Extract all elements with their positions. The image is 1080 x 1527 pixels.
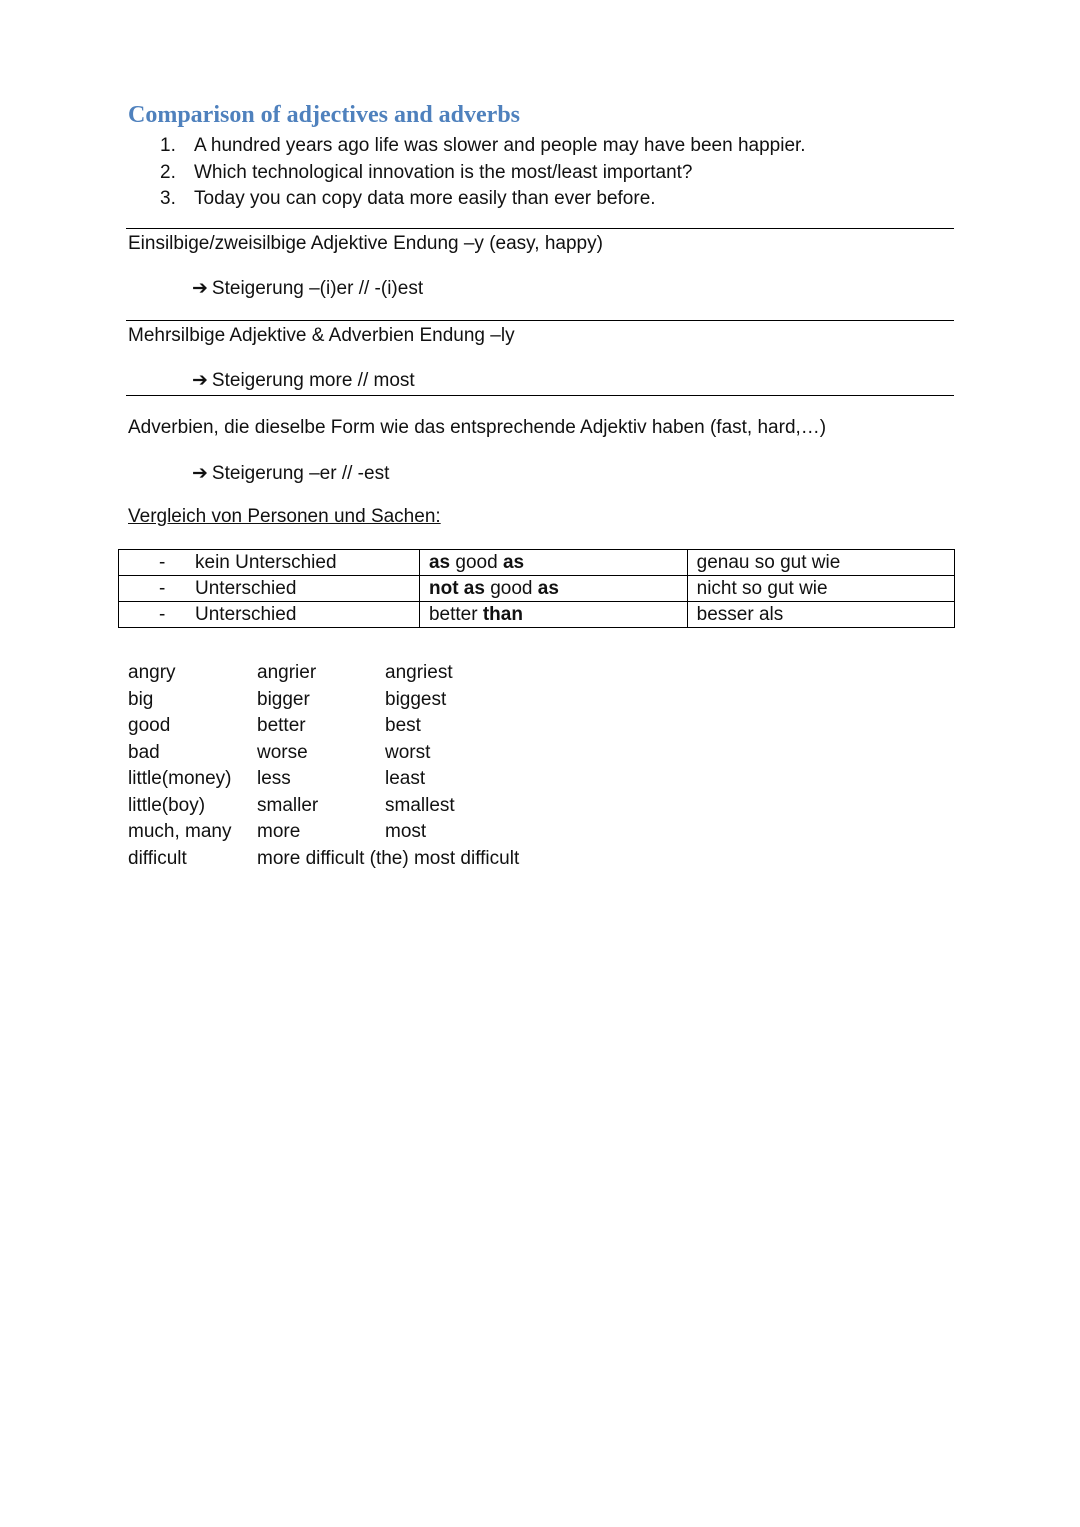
rule-heading-irregular-adverbs: Adverbien, die dieselbe Form wie das entsprechende Adjektiv haben (fast, hard,…) [128,417,827,438]
english-bold-part: not as [428,577,485,599]
rule-result-short-adjectives [192,277,423,300]
table-cell-english [419,576,687,602]
label-text: Unterschied [195,577,297,599]
english-plain-part: better [428,603,483,625]
comparative-form: better [257,715,306,736]
table-row [119,602,955,628]
example-sentences-list [160,133,806,213]
table-cell-english [419,550,687,576]
divider-line [126,395,954,396]
label-text: Unterschied [195,603,297,625]
superlative-form: worst [385,741,431,763]
superlative-form: best [385,715,421,736]
dash-bullet: - [159,551,166,573]
divider-line [126,320,954,321]
comparison-heading: Vergleich von Personen und Sachen: [128,506,441,527]
english-bold-part: as [502,551,525,573]
comparison-table [118,549,955,628]
comparative-form: bigger [257,688,310,710]
list-item [128,846,519,873]
list-number: 1. [160,135,176,156]
superlative-form: smallest [385,794,455,816]
arrow-right-icon: ➔ [192,370,208,391]
example-sentence [160,186,806,213]
rule-result-text: Steigerung –(i)er // -(i)est [211,278,424,299]
english-bold-part: as [537,577,559,599]
table-row [119,550,955,576]
comparative-form: less [257,768,291,789]
superlative-form: most [385,821,427,842]
arrow-right-icon: ➔ [192,278,208,299]
base-form: much, many [128,821,232,842]
list-item [128,660,519,687]
superlative-form: least [385,768,426,789]
dash-bullet: - [159,603,166,625]
rule-result-long-adjectives [192,369,415,392]
base-form: difficult [128,847,187,869]
comparative-form: more difficult (the) most difficult [257,847,520,869]
label-text: kein Unterschied [195,551,337,573]
example-text: A hundred years ago life was slower and people may have been happier. [194,135,806,156]
base-form: little(money) [128,768,232,789]
rule-heading-short-adjectives: Einsilbige/zweisilbige Adjektive Endung –y (easy, happy) [128,233,603,254]
rule-result-text: Steigerung –er // -est [211,463,390,484]
table-cell-german: besser als [687,602,954,628]
divider-line [126,228,954,229]
list-number: 2. [160,161,176,183]
table-cell-english [419,602,687,628]
adjective-forms-list [128,660,519,872]
base-form: good [128,715,171,736]
table-cell-label [119,550,420,576]
example-sentence [160,133,806,160]
base-form: big [128,688,154,710]
comparative-form: angrier [257,662,317,683]
table-cell-label [119,576,420,602]
example-sentence [160,160,806,187]
table-cell-german: nicht so gut wie [687,576,954,602]
example-text: Today you can copy data more easily than ever before. [194,188,656,209]
list-item [128,819,519,846]
base-form: bad [128,741,160,763]
page-title: Comparison of adjectives and adverbs [128,102,521,128]
superlative-form: angriest [385,662,453,683]
comparative-form: worse [257,741,308,763]
list-item [128,740,519,767]
example-text: Which technological innovation is the most/least important? [194,161,693,183]
table-cell-label [119,602,420,628]
comparative-form: smaller [257,794,319,816]
table-cell-german: genau so gut wie [687,550,954,576]
rule-result-text: Steigerung more // most [211,370,415,391]
list-item [128,713,519,740]
arrow-right-icon: ➔ [192,463,208,484]
comparative-form: more [257,821,301,842]
rule-result-irregular-adverbs [192,462,389,485]
list-item [128,766,519,793]
base-form: angry [128,662,176,683]
english-plain-part: good [484,577,538,599]
list-number: 3. [160,188,176,209]
table-row [119,576,955,602]
superlative-form: biggest [385,688,447,710]
english-bold-part: as [428,551,451,573]
rule-heading-long-adjectives: Mehrsilbige Adjektive & Adverbien Endung –ly [128,325,515,346]
english-plain-part: good [450,551,503,573]
base-form: little(boy) [128,794,206,816]
list-item [128,687,519,714]
list-item [128,793,519,820]
english-bold-part: than [482,603,523,625]
dash-bullet: - [159,577,166,599]
